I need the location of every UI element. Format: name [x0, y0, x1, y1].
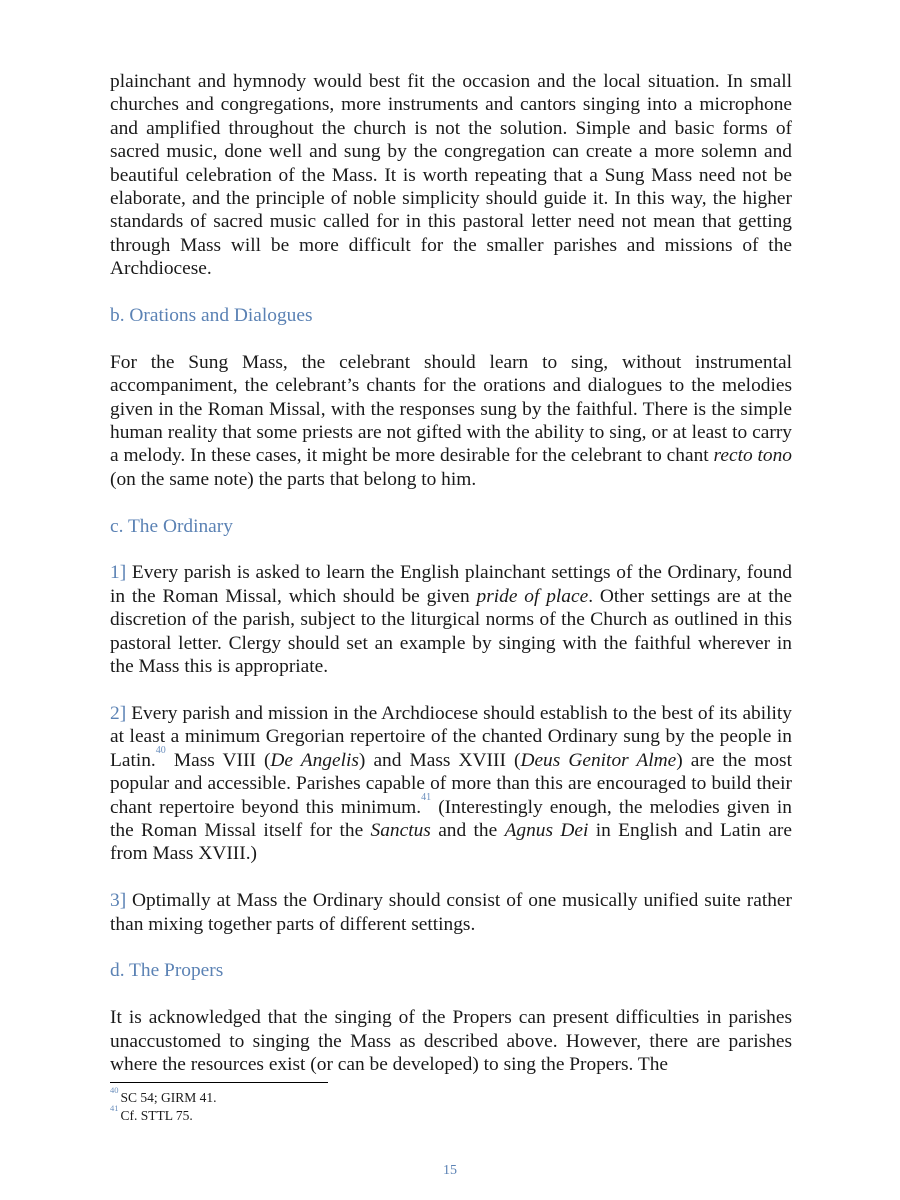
- item-number: 2]: [110, 702, 127, 724]
- item-number: 1]: [110, 562, 127, 584]
- section-heading-ordinary: c. The Ordinary: [110, 515, 233, 537]
- ordinary-item-3: 3] Optimally at Mass the Ordinary should consist of one musically unified suite rather than mixing together parts of different settings.: [110, 890, 792, 935]
- page-number: 15: [443, 1163, 457, 1178]
- footnote-ref-41[interactable]: 41: [421, 791, 432, 803]
- section-heading-propers: d. The Propers: [110, 960, 224, 982]
- footnote-ref-40[interactable]: 40: [155, 744, 166, 756]
- paragraph-propers: It is acknowledged that the singing of the Propers can present difficulties in parishes unaccustomed to singing the Mass as described above. However, there are parishes where the resources exist (or can be developed) to sing the Propers. The: [110, 1007, 792, 1075]
- section-heading-orations: b. Orations and Dialogues: [110, 305, 313, 327]
- ordinary-item-2: 2] Every parish and mission in the Archdiocese should establish to the best of its ability at least a minimum Gregorian repertoire of the chanted Ordinary sung by the people in Latin.$^{40}$ Mass VIII (De Angelis) and Mass XVIII (Deus Genitor Alme) are the most popular and accessible. Parishes capable of more than this are encouraged to build their chant repertoire beyond this minimum.$^{41}$ (Interestingly enough, the melodies given in the Roman Missal itself for the Sanctus and the Agnus Dei in English and Latin are from Mass XVIII.): [110, 702, 792, 865]
- paragraph-intro: plainchant and hymnody would best fit the occasion and the local situation. In small churches and congregations, more instruments and cantors singing into a microphone and amplified throughout the church is not the solution. Simple and basic forms of sacred music, done well and sung by the congregation can create a more solemn and beautiful celebration of the Mass. It is worth repeating that a Sung Mass need not be elaborate, and the principle of noble simplicity should guide it. In this way, the higher standards of sacred music called for in this pastoral letter need not mean that getting through Mass will be more difficult for the smaller parishes and missions of the Archdiocese.: [110, 71, 792, 280]
- item-number: 3]: [110, 890, 127, 912]
- footnote-divider: [110, 1082, 328, 1083]
- footnotes: [110, 1082, 792, 1125]
- paragraph-orations: For the Sung Mass, the celebrant should learn to sing, without instrumental accompaniment, the celebrant’s chants for the orations and dialogues to the melodies given in the Roman Missal, with the responses sung by the faithful. There is the simple human reality that some priests are not gifted with the ability to sing, or at least to carry a melody. In these cases, it might be more desirable for the celebrant to chant recto tono (on the same note) the parts that belong to him.: [110, 351, 792, 490]
- document-body: [110, 70, 792, 1076]
- footnote-41: $^{41}$ Cf. STTL 75.: [110, 1103, 193, 1123]
- ordinary-item-1: 1] Every parish is asked to learn the English plainchant settings of the Ordinary, found in the Roman Missal, which should be given pride of place. Other settings are at the discretion of the parish, subject to the liturgical norms of the Church as outlined in this pastoral letter. Clergy should set an example by singing with the faithful wherever in the Mass this is appropriate.: [110, 562, 793, 678]
- footnote-40: $^{40}$ SC 54; GIRM 41.: [110, 1085, 217, 1105]
